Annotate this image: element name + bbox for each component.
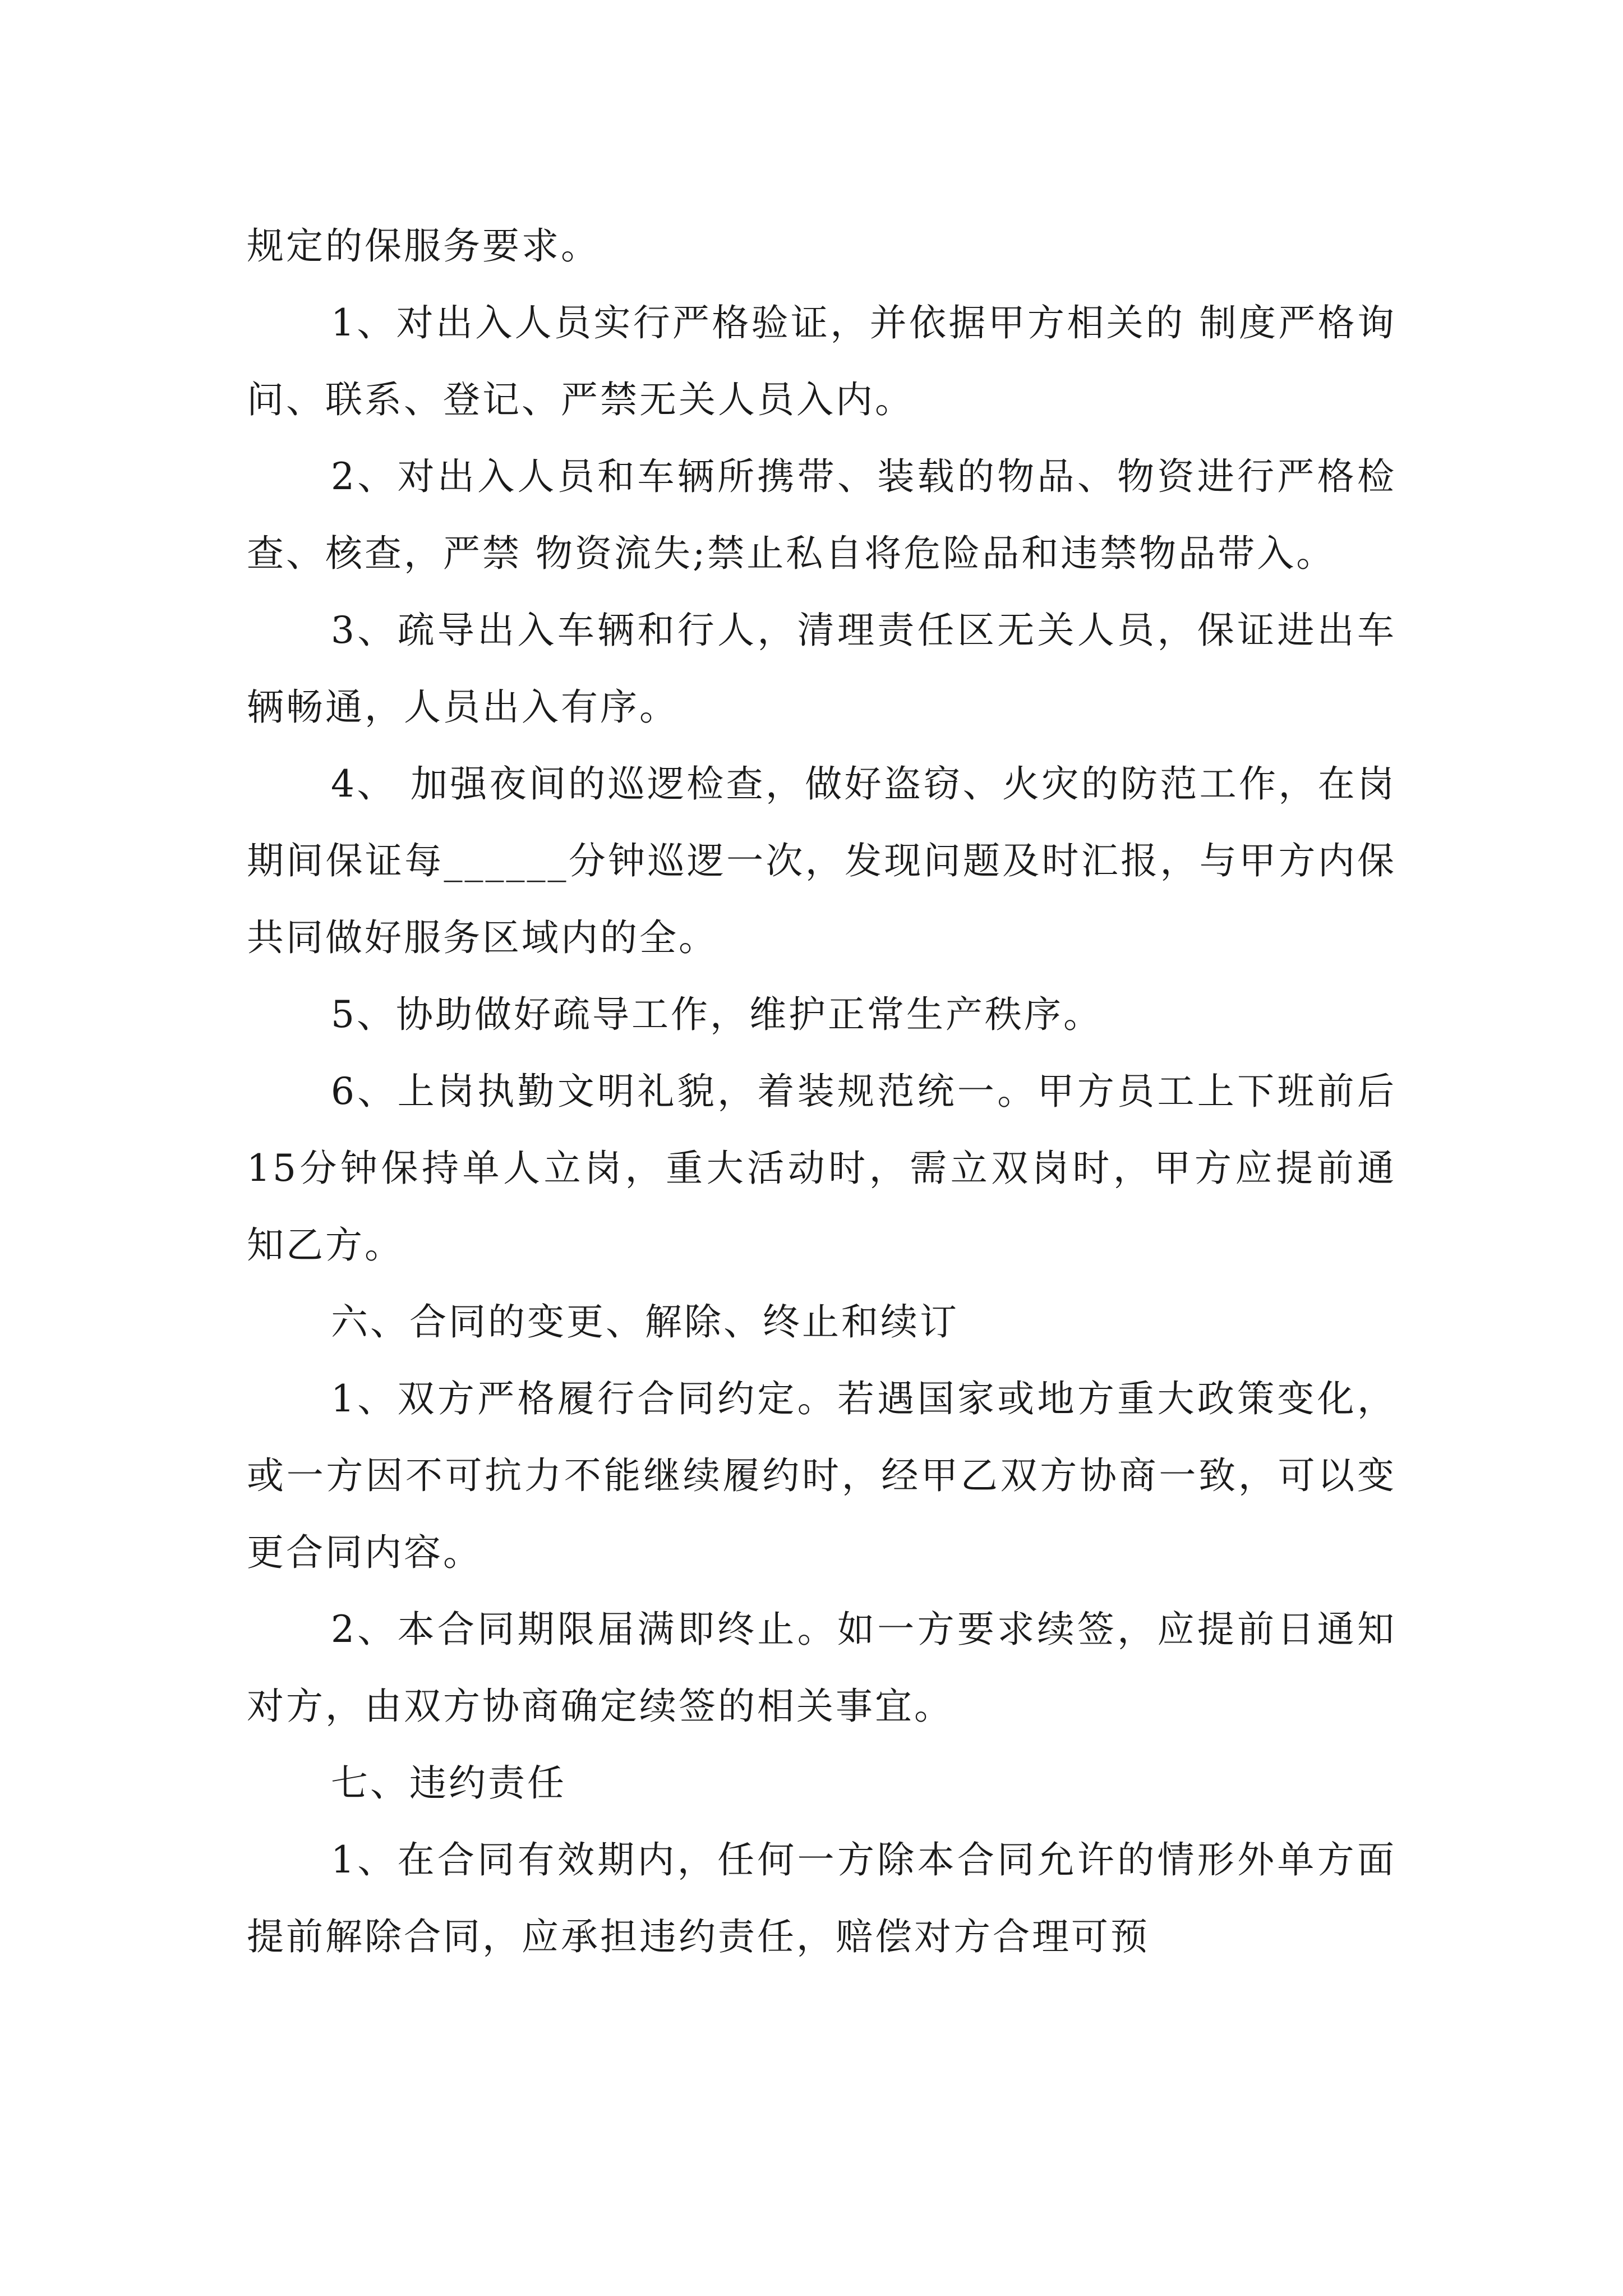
paragraph-clause-2-inspection: 2、对出入人员和车辆所携带、装载的物品、物资进行严格检查、核查，严禁 物资流失;禁止私自将危险品和违禁物品带入。 xyxy=(247,455,1396,575)
section-heading-7: 七、违约责任 xyxy=(331,1761,566,1805)
paragraph-clause-6-conduct: 6、上岗执勤文明礼貌，着装规范统一。甲方员工上下班前后15分钟保持单人立岗，重大活动时，需立双岗时，甲方应提前通知乙方。 xyxy=(247,1070,1396,1267)
paragraph-continuation: 规定的保服务要求。 xyxy=(247,224,600,268)
paragraph-clause-5-order: 5、协助做好疏导工作，维护正常生产秩序。 xyxy=(331,993,1103,1036)
paragraph-breach-clause-1: 1、在合同有效期内，任何一方除本合同允许的情形外单方面提前解除合同，应承担违约责任，赔偿对方合理可预 xyxy=(247,1838,1396,1958)
paragraph-change-clause-2: 2、本合同期限届满即终止。如一方要求续签，应提前日通知对方，由双方协商确定续签的相关事宜。 xyxy=(247,1608,1396,1728)
paragraph-change-clause-1: 1、双方严格履行合同约定。若遇国家或地方重大政策变化，或一方因不可抗力不能继续履约时，经甲乙双方协商一致，可以变更合同内容。 xyxy=(247,1377,1396,1574)
paragraph-clause-4-patrol: 4、 加强夜间的巡逻检查，做好盗窃、火灾的防范工作，在岗期间保证每______分钟巡逻一次，发现问题及时汇报，与甲方内保共同做好服务区域内的全。 xyxy=(247,762,1396,959)
paragraph-clause-3-traffic: 3、疏导出入车辆和行人，清理责任区无关人员，保证进出车辆畅通，人员出入有序。 xyxy=(247,609,1396,729)
paragraph-clause-1-verification: 1、对出入人员实行严格验证，并依据甲方相关的 制度严格询问、联系、登记、严禁无关人员入内。 xyxy=(247,301,1396,421)
document-body xyxy=(247,208,1396,1975)
section-heading-6: 六、合同的变更、解除、终止和续订 xyxy=(331,1300,959,1343)
